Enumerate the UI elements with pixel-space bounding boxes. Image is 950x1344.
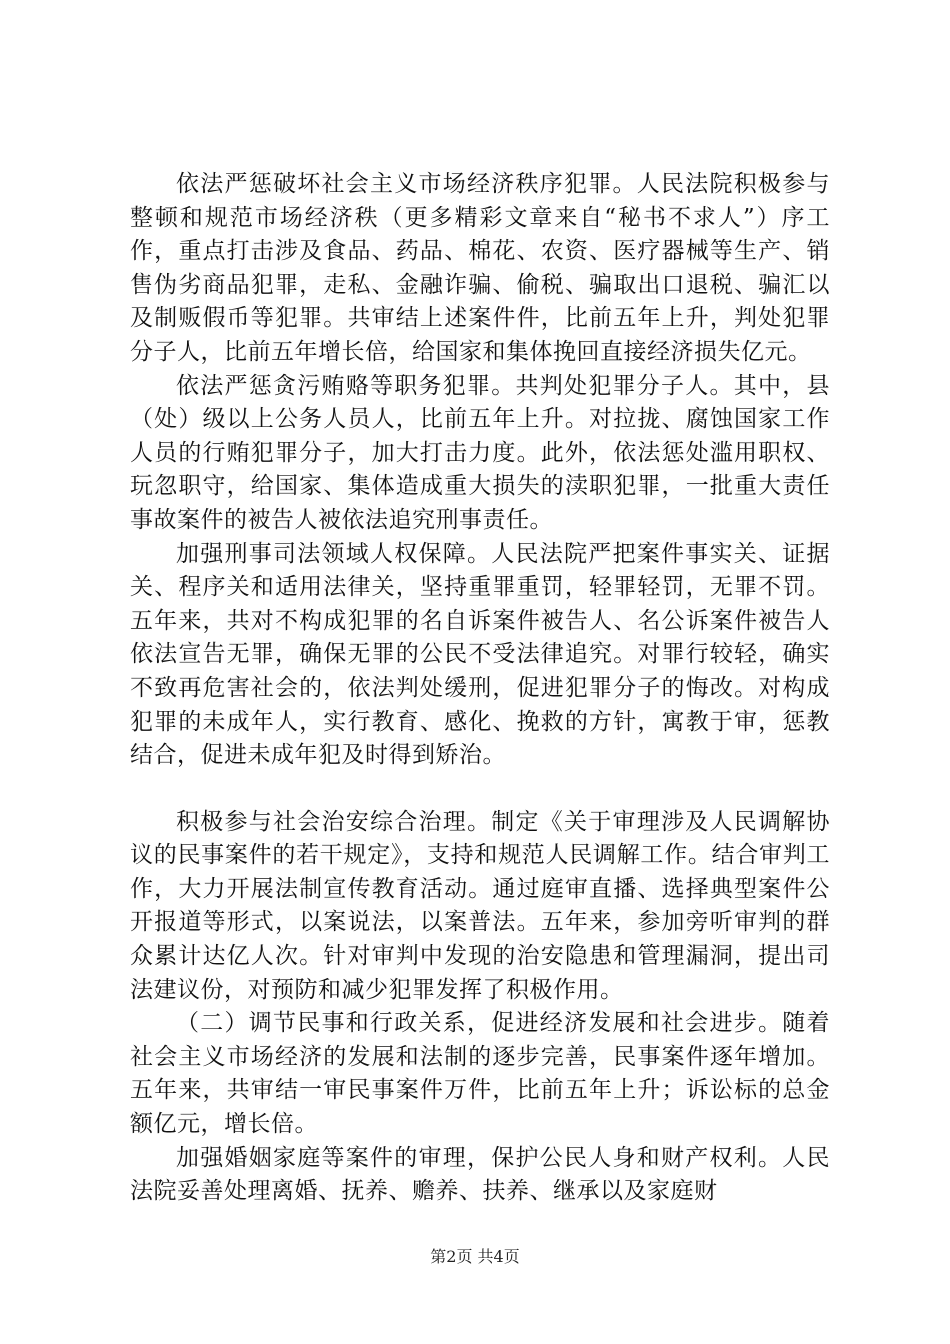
paragraph-corruption-crime: 依法严惩贪污贿赂等职务犯罪。共判处犯罪分子人。其中，县（处）级以上公务人员人，比前五年上升。对拉拢、腐蚀国家工作人员的行贿犯罪分子，加大打击力度。此外，依法惩处滥用职权、玩忽职守，给国家、集体造成重大损失的渎职犯罪，一批重大责任事故案件的被告人被依法追究刑事责任。 bbox=[130, 372, 830, 533]
paragraph-civil-administrative: （二）调节民事和行政关系，促进经济发展和社会进步。随着社会主义市场经济的发展和法制的逐步完善，民事案件逐年增加。五年来，共审结一审民事案件万件，比前五年上升；诉讼标的总金额亿元，增长倍。 bbox=[130, 1010, 830, 1138]
paragraph-public-security: 积极参与社会治安综合治理。制定《关于审理涉及人民调解协议的民事案件的若干规定》，支持和规范人民调解工作。结合审判工作，大力开展法制宣传教育活动。通过庭审直播、选择典型案件公开报道等形式，以案说法，以案普法。五年来，参加旁听审判的群众累计达亿人次。针对审判中发现的治安隐患和管理漏洞，提出司法建议份，对预防和减少犯罪发挥了积极作用。 bbox=[130, 808, 830, 1003]
paragraph-marriage-family: 加强婚姻家庭等案件的审理，保护公民人身和财产权利。人民法院妥善处理离婚、抚养、赡养、扶养、继承以及家庭财 bbox=[130, 1144, 830, 1205]
paragraph-economic-crime: 依法严惩破坏社会主义市场经济秩序犯罪。人民法院积极参与整顿和规范市场经济秩（更多精彩文章来自“秘书不求人”）序工作，重点打击涉及食品、药品、棉花、农资、医疗器械等生产、销售伪劣商品犯罪，走私、金融诈骗、偷税、骗取出口退税、骗汇以及制贩假币等犯罪。共审结上述案件件，比前五年上升，判处犯罪分子人，比前五年增长倍，给国家和集体挽回直接经济损失亿元。 bbox=[130, 171, 830, 365]
paragraph-human-rights: 加强刑事司法领域人权保障。人民法院严把案件事实关、证据关、程序关和适用法律关，坚持重罪重罚，轻罪轻罚，无罪不罚。五年来，共对不构成犯罪的名自诉案件被告人、名公诉案件被告人依法宣告无罪，确保无罪的公民不受法律追究。对罪行较轻，确实不致再危害社会的，依法判处缓刑，促进犯罪分子的悔改。对构成犯罪的未成年人，实行教育、感化、挽救的方针，寓教于审，惩教结合，促进未成年犯及时得到矫治。 bbox=[130, 540, 830, 769]
page-number-footer: 第2页 共4页 bbox=[430, 1247, 520, 1266]
document-body bbox=[130, 168, 830, 1209]
